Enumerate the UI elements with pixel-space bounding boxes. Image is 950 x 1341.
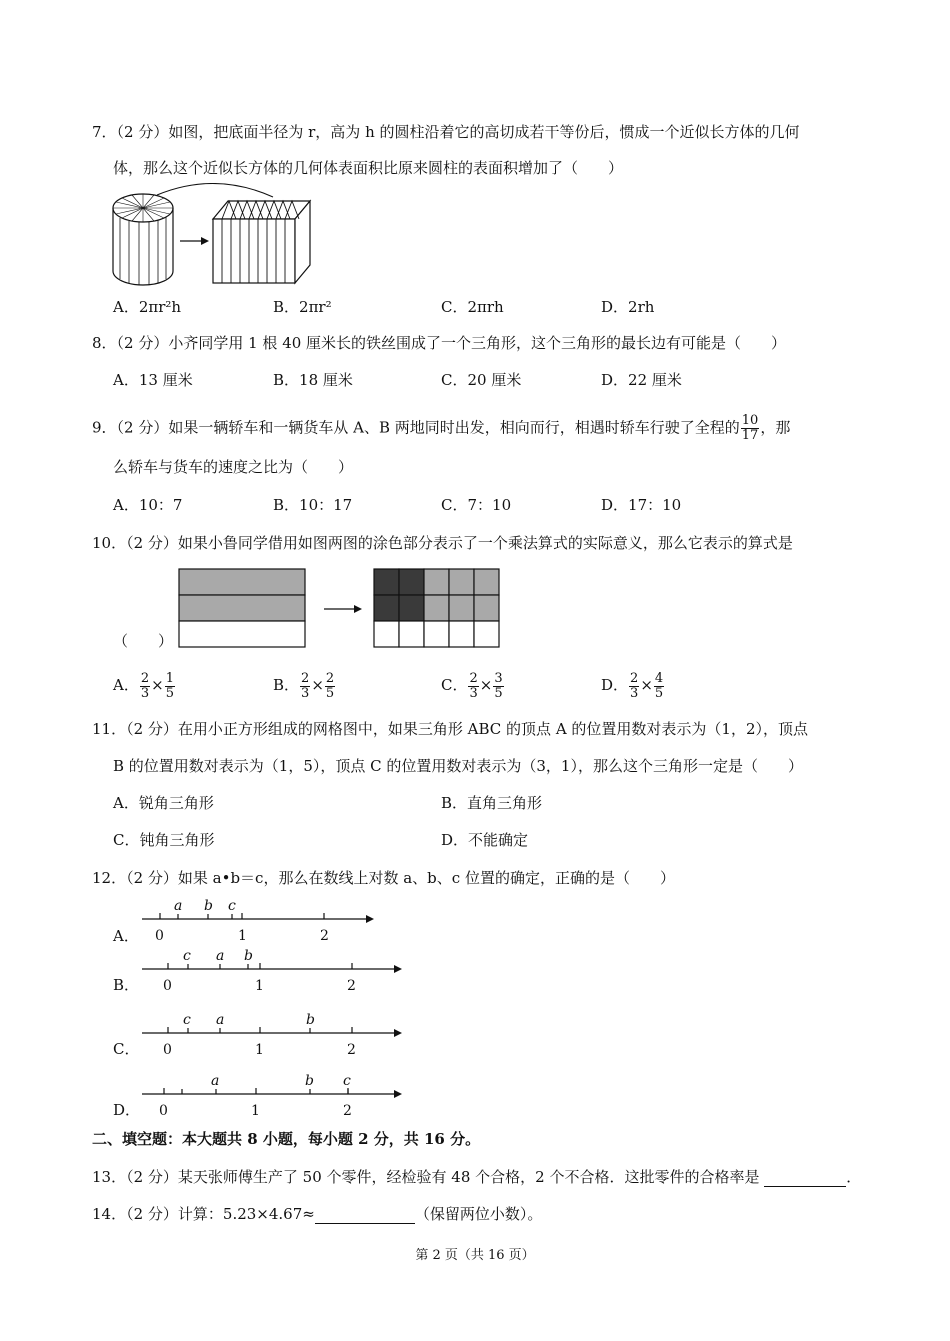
q10-option-b[interactable] <box>273 667 336 703</box>
q10-d-frac2-den: 5 <box>654 685 664 701</box>
q10-d-frac2-num: 4 <box>654 670 664 686</box>
q13-end: ． <box>846 1168 862 1186</box>
q14-answer-blank[interactable] <box>315 1207 415 1224</box>
q12b-tick-0: 0 <box>163 978 172 994</box>
q12-number-line-b <box>138 945 404 995</box>
q10-option-d-letter: D． <box>601 676 629 694</box>
q10-b-frac2-den: 5 <box>325 685 335 701</box>
q11-line1: 11．（2 分）在用小正方形组成的网格图中，如果三角形 ABC 的顶点 A 的位置用数对表示为（1，2），顶点 <box>92 720 809 738</box>
q12c-point-b: b <box>306 1012 315 1028</box>
q10-option-a-letter: A． <box>113 676 139 694</box>
q12a-tick-0: 0 <box>155 928 164 944</box>
q14-line <box>92 1204 542 1224</box>
q10-option-b-letter: B． <box>273 676 300 694</box>
q12d-point-c: c <box>343 1073 351 1089</box>
q10-b-frac2-num: 2 <box>325 670 335 686</box>
q12a-point-a: a <box>174 898 183 914</box>
q10-c-frac2 <box>493 672 503 701</box>
q10-a-frac1-num: 2 <box>140 670 150 686</box>
q12-number-line-d <box>138 1070 404 1120</box>
page-footer: 第 2 页（共 16 页） <box>415 1248 535 1263</box>
q12c-tick-2: 2 <box>347 1042 356 1058</box>
q10-d-times: × <box>640 676 653 694</box>
q12b-tick-1: 1 <box>255 978 264 994</box>
q10-c-frac1 <box>468 672 478 701</box>
q9-fraction <box>741 414 760 443</box>
q7-line2: 体，那么这个近似长方体的几何体表面积比原来圆柱的表面积增加了（ ） <box>113 159 624 177</box>
q8-option-b[interactable]: B．18 厘米 <box>273 371 353 389</box>
q10-c-frac2-den: 5 <box>494 685 503 701</box>
section-2-heading: 二、填空题：本大题共 8 小题，每小题 2 分，共 16 分。 <box>92 1130 481 1148</box>
q10-answer-paren: （ ） <box>113 632 174 650</box>
q10-option-d[interactable] <box>601 667 665 703</box>
q12b-tick-2: 2 <box>347 978 356 994</box>
q7-option-c[interactable]: C．2πrh <box>441 298 504 316</box>
q7-option-d[interactable]: D．2rh <box>601 298 655 316</box>
q14-note: （保留两位小数）。 <box>414 1205 543 1223</box>
q12-option-a[interactable]: A． <box>113 927 139 945</box>
q10-a-frac2 <box>165 672 175 701</box>
q10-b-frac2 <box>325 672 335 701</box>
q9-line1-tail: ，那 <box>760 418 791 437</box>
q10-b-frac1 <box>300 672 310 701</box>
q9-line2: 么轿车与货车的速度之比为（ ） <box>113 458 354 476</box>
q8-option-d[interactable]: D．22 厘米 <box>601 371 682 389</box>
q12d-tick-2: 2 <box>343 1103 352 1119</box>
q12b-point-a: a <box>216 948 225 964</box>
q12d-point-b: b <box>305 1073 314 1089</box>
q9-option-b[interactable]: B．10：17 <box>273 496 353 514</box>
q7-option-b[interactable]: B．2πr² <box>273 298 332 316</box>
q11-line2: B 的位置用数对表示为（1，5），顶点 C 的位置用数对表示为（3，1），那么这个三角形一定是（ ） <box>113 757 803 775</box>
q10-d-frac1 <box>629 672 639 701</box>
q10-c-times: × <box>479 676 493 694</box>
q12a-tick-2: 2 <box>320 928 329 944</box>
q7-option-a[interactable]: A．2πr²h <box>113 298 182 316</box>
q9-option-d[interactable]: D．17：10 <box>601 496 682 514</box>
q8-option-a[interactable]: A．13 厘米 <box>113 371 193 389</box>
q10-c-frac1-den: 3 <box>469 685 478 701</box>
q12-number-line-a <box>138 895 378 945</box>
q10-shaded-figures <box>178 567 504 651</box>
q12-option-d[interactable]: D． <box>113 1101 141 1119</box>
q11-option-c[interactable]: C．钝角三角形 <box>113 831 215 849</box>
q9-frac-num: 10 <box>741 413 759 428</box>
q13-answer-blank[interactable] <box>764 1170 846 1187</box>
q10-d-frac1-num: 2 <box>630 670 639 686</box>
q12d-tick-1: 1 <box>251 1103 260 1119</box>
q9-frac-den: 17 <box>741 428 759 443</box>
q7-cylinder-figure <box>105 183 325 289</box>
q10-c-frac1-num: 2 <box>469 670 478 686</box>
q10-d-frac1-den: 3 <box>630 685 639 701</box>
q9-line1-text: 9．（2 分）如果一辆轿车和一辆货车从 A、B 两地同时出发，相向而行，相遇时轿车行驶了全程的 <box>92 418 740 437</box>
q12b-point-c: c <box>183 948 191 964</box>
q10-b-frac1-num: 2 <box>301 670 310 686</box>
q9-option-a[interactable]: A．10：7 <box>113 496 183 514</box>
q10-b-times: × <box>311 676 324 694</box>
q10-d-frac2 <box>654 672 664 701</box>
q10-c-frac2-num: 3 <box>494 670 503 686</box>
q12c-point-a: a <box>216 1012 225 1028</box>
q12-option-c[interactable]: C． <box>113 1040 140 1058</box>
q13-line <box>92 1167 861 1187</box>
q13-text: 13．（2 分）某天张师傅生产了 50 个零件，经检验有 48 个合格，2 个不合格．这批零件的合格率是 <box>92 1168 760 1186</box>
q10-b-frac1-den: 3 <box>301 685 310 701</box>
q10-option-a[interactable] <box>113 667 176 703</box>
q10-a-frac2-den: 5 <box>165 685 174 701</box>
q8-option-c[interactable]: C．20 厘米 <box>441 371 522 389</box>
q10-line1: 10．（2 分）如果小鲁同学借用如图两图的涂色部分表示了一个乘法算式的实际意义，那么它表示的算式是 <box>92 534 793 552</box>
q11-option-a[interactable]: A．锐角三角形 <box>113 794 214 812</box>
q12c-point-c: c <box>183 1012 191 1028</box>
q8-line1: 8．（2 分）小齐同学用 1 根 40 厘米长的铁丝围成了一个三角形，这个三角形的最长边有可能是（ ） <box>92 334 787 352</box>
q12c-tick-0: 0 <box>163 1042 172 1058</box>
q10-option-c[interactable] <box>441 667 505 703</box>
q10-option-c-letter: C． <box>441 676 468 694</box>
q11-option-b[interactable]: B．直角三角形 <box>441 794 543 812</box>
q12-number-line-c <box>138 1008 404 1058</box>
q9-option-c[interactable]: C．7：10 <box>441 496 512 514</box>
q12-option-b[interactable]: B． <box>113 976 140 994</box>
q12a-point-b: b <box>204 898 213 914</box>
q14-text: 14．（2 分）计算：5.23×4.67≈ <box>92 1205 315 1223</box>
q11-option-d[interactable]: D．不能确定 <box>441 831 529 849</box>
q12a-tick-1: 1 <box>238 928 247 944</box>
q12b-point-b: b <box>244 948 253 964</box>
q12c-tick-1: 1 <box>255 1042 264 1058</box>
q10-a-frac2-num: 1 <box>165 670 174 686</box>
q10-a-times: × <box>151 676 164 694</box>
q7-line1: 7．（2 分）如图，把底面半径为 r，高为 h 的圆柱沿着它的高切成若干等份后，惯成一个近似长方体的几何 <box>92 123 800 141</box>
q9-line1 <box>92 414 790 443</box>
q10-a-frac1-den: 3 <box>140 685 150 701</box>
q12d-tick-0: 0 <box>159 1103 168 1119</box>
q10-a-frac1 <box>140 672 150 701</box>
q12d-point-a: a <box>211 1073 220 1089</box>
q12a-point-c: c <box>228 898 236 914</box>
q12-line1: 12．（2 分）如果 a•b＝c，那么在数线上对数 a、b、c 位置的确定，正确的是（ ） <box>92 869 675 887</box>
